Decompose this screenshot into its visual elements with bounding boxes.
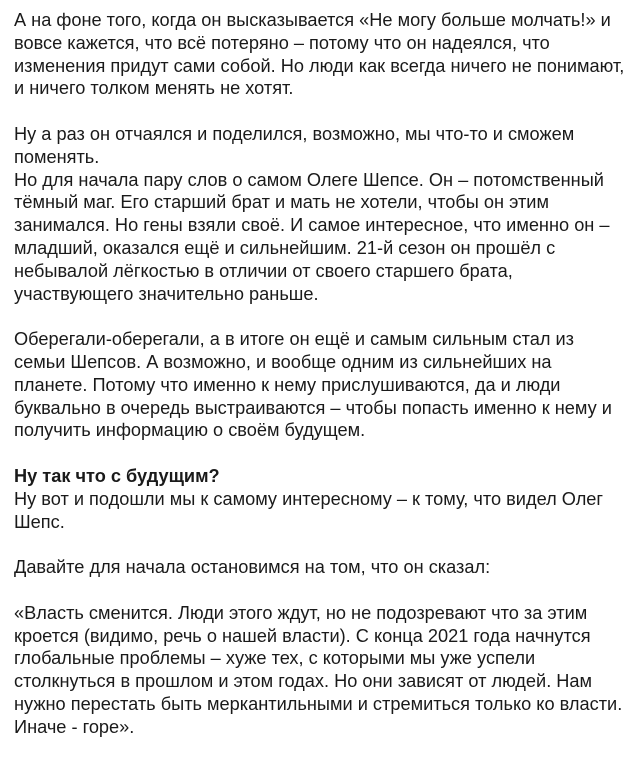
paragraph-spacer xyxy=(14,442,626,465)
paragraph-transition: Ну вот и подошли мы к самому интересному – к тому, что видел Олег Шепс. xyxy=(14,488,604,532)
paragraph-despair: Ну а раз он отчаялся и поделился, возможно, мы что-то и сможем поменять. xyxy=(14,123,575,167)
paragraph-spacer xyxy=(14,533,626,556)
paragraph-spacer xyxy=(14,100,626,123)
paragraph-quote: «Власть сменится. Люди этого ждут, но не подозревают что за этим кроется (видимо, речь о нашей власти). С конца 2021 года начнутся глобальные проблемы – хуже тех, с которыми мы уже успели столкнуться в прошлом и этом годах. Но они зависят от людей. Нам нужно перестать быть меркантильными и стремиться только ко власти. Иначе - горе». xyxy=(14,602,623,737)
paragraph-spacer xyxy=(14,305,626,328)
paragraph-biography: Но для начала пару слов о самом Олеге Шепсе. Он – потомственный тёмный маг. Его старший брат и мать не хотели, чтобы он этим занимался. Но гены взяли своё. И самое интересное, что именно он – младший, оказался ещё и сильнейшим. 21-й сезон он прошёл с небывалой лёгкостью в отличии от своего старшего брата, участвующего значительно раньше. xyxy=(14,169,610,304)
paragraph-lead-in: Давайте для начала остановимся на том, что он сказал: xyxy=(14,557,491,578)
paragraph-intro: А на фоне того, когда он высказывается «Не могу больше молчать!» и вовсе кажется, что всё потеряно – потому что он надеялся, что изменения придут сами собой. Но люди как всегда ничего не понимают, и ничего толком менять не хотят. xyxy=(14,10,625,99)
article-body xyxy=(14,9,626,739)
section-heading: Ну так что с будущим? xyxy=(14,465,220,486)
paragraph-family: Оберегали-оберегали, а в итоге он ещё и самым сильным стал из семьи Шепсов. А возможно, и вообще одним из сильнейших на планете. Потому что именно к нему прислушиваются, да и люди буквально в очередь выстраиваются – чтобы попасть именно к нему и получить информацию о своём будущем. xyxy=(14,329,612,441)
paragraph-spacer xyxy=(14,579,626,602)
